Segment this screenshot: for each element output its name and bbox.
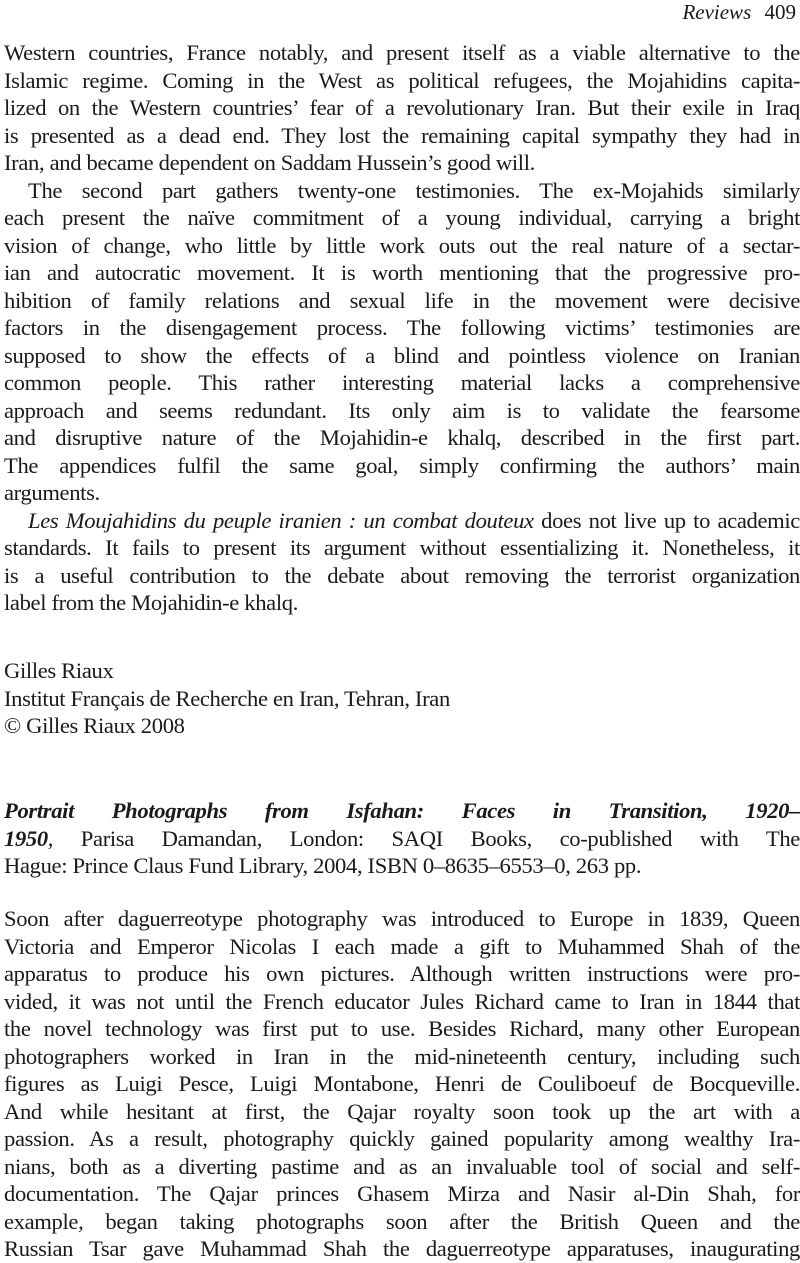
review1-continuation — [4, 39, 800, 177]
text-line: is presented as a dead end. They lost the remaining capital sympathy they had in — [4, 122, 800, 148]
text-line: standards. It fails to present its argument without essentializing it. Nonetheless, it — [4, 535, 800, 560]
text-line: example, began taking photographs soon after the British Queen and the — [4, 1208, 800, 1234]
text-line: arguments. — [4, 480, 100, 505]
text-line: factors in the disengagement process. The following victims’ testimonies are — [4, 315, 800, 340]
text-line: each present the naïve commitment of a young individual, carrying a bright — [4, 205, 800, 230]
text-line — [4, 507, 800, 535]
text-line: photographers worked in Iran in the mid-nineteenth century, including such — [4, 1043, 800, 1069]
text-span: does not live up to academic — [533, 507, 800, 533]
text-line: common people. This rather interesting material lacks a comprehensive — [4, 370, 800, 395]
text-line: And while hesitant at first, the Qajar royalty soon took up the art with a — [4, 1098, 800, 1124]
copyright-notice: © Gilles Riaux 2008 — [4, 713, 185, 738]
text-line — [4, 797, 800, 825]
text-line: and disruptive nature of the Mojahidin-e khalq, described in the first part. — [4, 425, 800, 450]
text-line: Victoria and Emperor Nicolas I each made a gift to Muhammed Shah of the — [4, 933, 800, 959]
text-line: Iran, and became dependent on Saddam Hussein’s good will. — [4, 150, 535, 175]
text-line: ian and autocratic movement. It is worth mentioning that the progressive pro- — [4, 260, 800, 285]
publication-details-cont: Hague: Prince Claus Fund Library, 2004, ISBN 0–8635–6553–0, 263 pp. — [4, 853, 642, 878]
text-line: hibition of family relations and sexual life in the movement were decisive — [4, 287, 800, 313]
text-line: approach and seems redundant. Its only aim is to validate the fearsome — [4, 397, 800, 423]
text-line: nians, both as a diverting pastime and as an invaluable tool of social and self- — [4, 1153, 800, 1179]
text-line: passion. As a result, photography quickly gained popularity among wealthy Ira- — [4, 1126, 800, 1151]
reviewed-book-title: Les Moujahidins du peuple iranien : un combat douteux — [28, 507, 534, 533]
text-line: Soon after daguerreotype photography was introduced to Europe in 1839, Queen — [4, 906, 800, 931]
text-line: is a useful contribution to the debate about removing the terrorist organization — [4, 562, 800, 588]
text-line: The second part gathers twenty-one testimonies. The ex-Mojahids similarly — [28, 177, 800, 203]
text-line: figures as Luigi Pesce, Luigi Montabone, Henri de Couliboeuf de Bocqueville. — [4, 1071, 800, 1096]
running-head — [682, 0, 796, 28]
review1-signature — [4, 657, 800, 740]
text-line: supposed to show the effects of a blind and pointless violence on Iranian — [4, 342, 800, 368]
text-line: Islamic regime. Coming in the West as political refugees, the Mojahidins capita- — [4, 67, 800, 93]
reviewer-affiliation: Institut Français de Recherche en Iran, Tehran, Iran — [4, 685, 450, 711]
review2-body — [4, 905, 800, 1263]
text-line — [4, 825, 800, 853]
review2-book-title: Portrait Photographs from Isfahan: Faces in Transition, 1920– — [4, 798, 800, 823]
text-line: lized on the Western countries’ fear of a revolutionary Iran. But their exile in Iraq — [4, 95, 800, 120]
reviewer-name: Gilles Riaux — [4, 658, 114, 683]
review2-book-title-cont: 1950 — [4, 825, 48, 851]
running-head-section: Reviews — [682, 0, 752, 24]
text-line: Russian Tsar gave Muhammad Shah the daguerreotype apparatuses, inaugurating — [4, 1236, 800, 1261]
page-number: 409 — [764, 0, 796, 24]
text-line: The appendices fulfil the same goal, simply confirming the authors’ main — [4, 452, 800, 478]
text-line: documentation. The Qajar princes Ghasem Mirza and Nasir al-Din Shah, for — [4, 1181, 800, 1206]
review2-header — [4, 797, 800, 880]
text-line: the novel technology was first put to use. Besides Richard, many other European — [4, 1016, 800, 1041]
review1-paragraph-2 — [4, 177, 800, 507]
text-line: apparatus to produce his own pictures. Although written instructions were pro- — [4, 961, 800, 986]
text-line: Western countries, France notably, and present itself as a viable alternative to the — [4, 40, 800, 65]
text-line: vided, it was not until the French educator Jules Richard came to Iran in 1844 that — [4, 988, 800, 1014]
text-line: vision of change, who little by little work outs out the real nature of a sectar- — [4, 232, 800, 258]
text-line: label from the Mojahidin-e khalq. — [4, 590, 299, 615]
publication-details: , Parisa Damandan, London: SAQI Books, co-published with The — [47, 825, 800, 851]
review1-paragraph-3 — [4, 507, 800, 617]
